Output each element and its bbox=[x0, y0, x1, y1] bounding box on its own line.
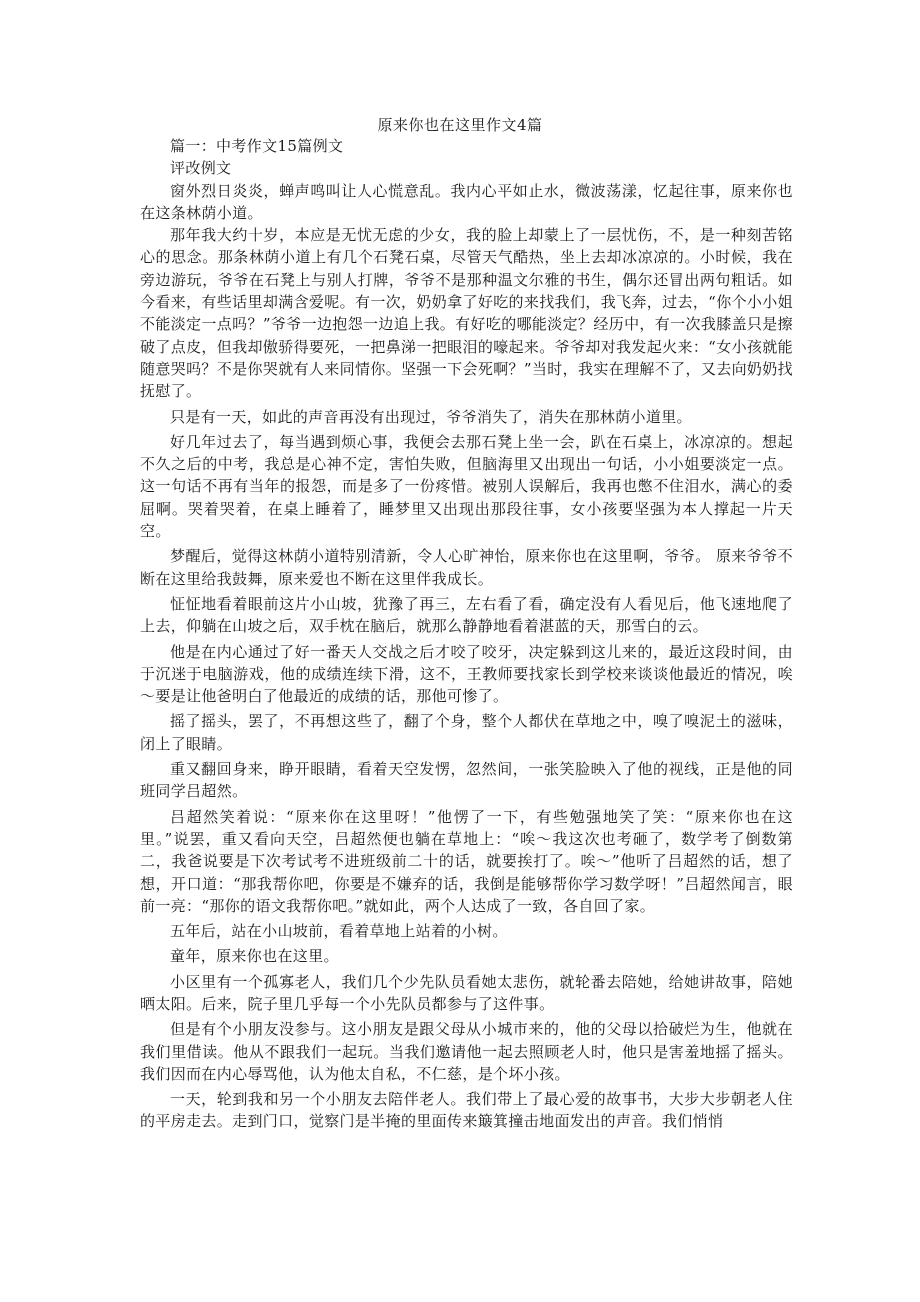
section-heading: 篇一：中考作文15篇例文 bbox=[170, 137, 344, 155]
paragraph: 童年，原来你也在这里。 bbox=[170, 947, 339, 966]
paragraph: 五年后，站在小山坡前，看着草地上站着的小树。 bbox=[170, 922, 508, 941]
paragraph: 一天，轮到我和另一个小朋友去陪伴老人。我们带上了最心爱的故事书，大步大步朝老人住的平房走去。走到门口，觉察门是半掩的里面传来簸箕撞击地面发出的声音。我们悄悄 bbox=[140, 1090, 793, 1131]
paragraph: 好几年过去了，每当遇到烦心事，我便会去那石凳上坐一会，趴在石桌上，冰凉凉的。想起不久之后的中考，我总是心神不定，害怕失败，但脑海里又出现出一句话，小小姐要淡定一点。这一句话不再有当年的报怨，而是多了一份疼惜。被别人误解后，我再也憋不住泪水，满心的委屈啊。哭着哭着，在桌上睡着了，睡梦里又出现出那段往事，女小孩要坚强为本人撑起一片天空。 bbox=[140, 432, 793, 541]
paragraph: 那年我大约十岁，本应是无忧无虑的少女，我的脸上却蒙上了一层忧伤，不，是一种刻苦铭心的思念。那条林荫小道上有几个石凳石桌，尽管天气酷热，坐上去却冰凉凉的。小时候，我在旁边游玩，爷爷在石凳上与别人打牌，爷爷不是那种温文尔雅的书生，偶尔还冒出两句粗话。如今看来，有些话里却满含爱呢。有一次，奶奶拿了好吃的来找我们，我飞奔，过去，“你个小小姐不能淡定一点吗？”爷爷一边抱怨一边追上我。有好吃的哪能淡定？经历中，有一次我膝盖只是擦破了点皮，但我却傲骄得要死，一把鼻涕一把眼泪的嚎起来。爷爷却对我发起火来：“女小孩就能随意哭吗？不是你哭就有人来同情你。坚强一下会死啊？”当时，我实在理解不了，又去向奶奶找抚慰了。 bbox=[140, 226, 793, 401]
document-title: 原来你也在这里作文4篇 bbox=[377, 116, 543, 134]
paragraph: 他是在内心通过了好一番天人交战之后才咬了咬牙，决定躲到这儿来的，最近这段时间，由于沉迷于电脑游戏，他的成绩连续下滑，这不，王教师要找家长到学校来谈谈他最近的情况，唉～要是让他爸明白了他最近的成绩的话，那他可惨了。 bbox=[140, 642, 793, 706]
paragraph: 小区里有一个孤寡老人，我们几个少先队员看她太悲伤，就轮番去陪她，给她讲故事，陪她晒太阳。后来，院子里几乎每一个小先队员都参与了这件事。 bbox=[140, 972, 793, 1013]
paragraph: 只是有一天，如此的声音再没有出现过，爷爷消失了，消失在那林荫小道里。 bbox=[170, 407, 692, 426]
subheading: 评改例文 bbox=[170, 159, 232, 178]
paragraph: 吕超然笑着说：“原来你在这里呀！”他愣了一下，有些勉强地笑了笑：“原来你也在这里。”说罢，重又看向天空，吕超然便也躺在草地上：“唉～我这次也考砸了，数学考了倒数第二，我爸说要是下次考试考不进班级前二十的话，就要挨打了。唉～”他听了吕超然的话，想了想，开口道：“那我帮你吧，你要是不嫌弃的话，我倒是能够帮你学习数学呀！”吕超然闻言，眼前一亮：“那你的语文我帮你吧。”就如此，两个人达成了一致，各自回了家。 bbox=[140, 807, 793, 915]
document-body bbox=[140, 135, 793, 1136]
paragraph: 梦醒后，觉得这林荫小道特别清新，令人心旷神怡，原来你也在这里啊，爷爷。 原来爷爷不断在这里给我鼓舞，原来爱也不断在这里伴我成长。 bbox=[140, 547, 793, 588]
paragraph: 重又翻回身来，睁开眼睛，看着天空发愣，忽然间，一张笑脸映入了他的视线，正是他的同班同学吕超然。 bbox=[140, 760, 793, 801]
paragraph: 但是有个小朋友没参与。这小朋友是跟父母从小城市来的，他的父母以拾破烂为生，他就在我们里借读。他从不跟我们一起玩。当我们邀请他一起去照顾老人时，他只是害羞地摇了摇头。我们因而在内心辱骂他，认为他太自私，不仁慈，是个坏小孩。 bbox=[140, 1020, 793, 1083]
paragraph: 窗外烈日炎炎，蝉声鸣叫让人心慌意乱。我内心平如止水，微波荡漾，忆起往事，原来你也在这条林荫小道。 bbox=[140, 181, 793, 222]
paragraph: 怔怔地看着眼前这片小山坡，犹豫了再三，左右看了看，确定没有人看见后，他飞速地爬了上去，仰躺在山坡之后，双手枕在脑后，就那么静静地看着湛蓝的天，那雪白的云。 bbox=[140, 594, 793, 636]
paragraph: 摇了摇头，罢了，不再想这些了，翻了个身，整个人都伏在草地之中，嗅了嗅泥土的滋味，闭上了眼睛。 bbox=[140, 712, 793, 753]
